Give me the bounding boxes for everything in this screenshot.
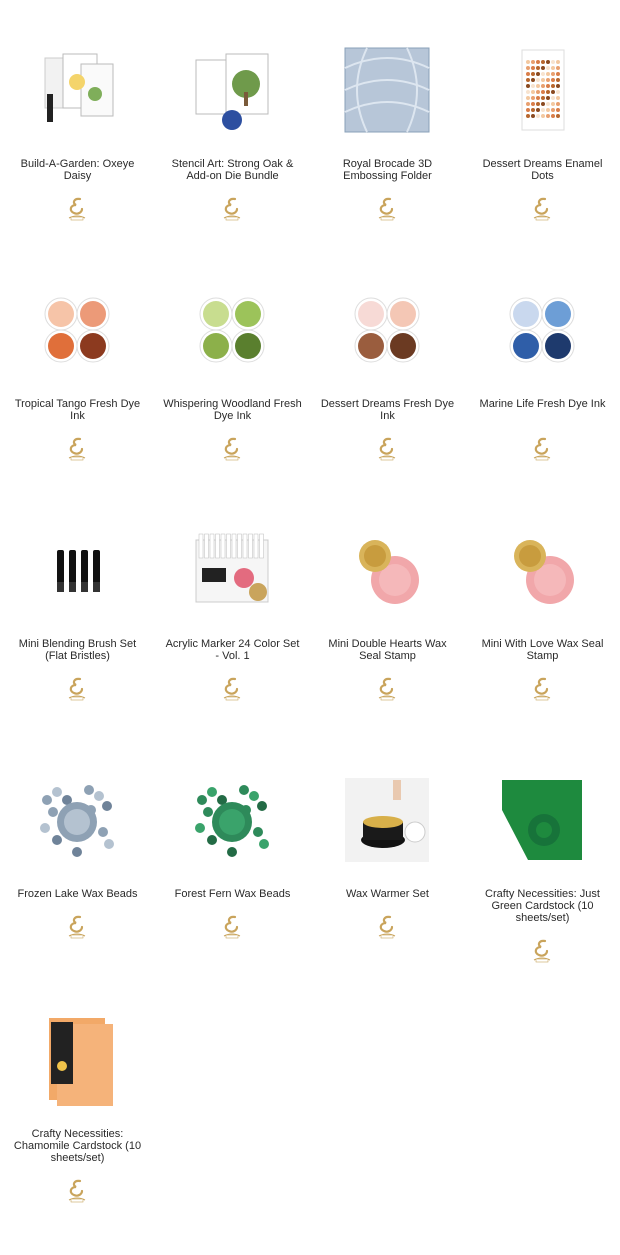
product-image[interactable] bbox=[27, 1010, 127, 1110]
product-title[interactable]: Crafty Necessities: Just Green Cardstock (10 sheets/set) bbox=[485, 888, 600, 924]
product-title[interactable]: Mini Blending Brush Set (Flat Bristles) bbox=[18, 638, 137, 662]
altenew-logo-icon bbox=[530, 676, 554, 704]
product-card[interactable] bbox=[310, 40, 465, 260]
product-image[interactable] bbox=[337, 40, 437, 140]
altenew-logo-icon bbox=[375, 676, 399, 704]
product-image[interactable] bbox=[27, 770, 127, 870]
product-title[interactable]: Crafty Necessities: Chamomile Cardstock (10 sheets/set) bbox=[13, 1128, 142, 1164]
altenew-logo-icon bbox=[65, 1178, 89, 1206]
product-card[interactable] bbox=[155, 770, 310, 990]
product-title[interactable]: Wax Warmer Set bbox=[346, 888, 429, 900]
product-title[interactable]: Stencil Art: Strong Oak & Add-on Die Bundle bbox=[171, 158, 294, 182]
product-card[interactable] bbox=[0, 280, 155, 500]
altenew-logo-icon bbox=[65, 436, 89, 464]
product-image[interactable] bbox=[492, 280, 592, 380]
product-image[interactable] bbox=[27, 280, 127, 380]
product-card[interactable] bbox=[0, 1010, 155, 1230]
product-title[interactable]: Whispering Woodland Fresh Dye Ink bbox=[163, 398, 302, 422]
product-image[interactable] bbox=[27, 40, 127, 140]
product-title[interactable]: Mini With Love Wax Seal Stamp bbox=[481, 638, 604, 662]
product-title[interactable]: Dessert Dreams Enamel Dots bbox=[482, 158, 603, 182]
product-image[interactable] bbox=[337, 520, 437, 620]
product-card[interactable] bbox=[310, 280, 465, 500]
product-title[interactable]: Tropical Tango Fresh Dye Ink bbox=[14, 398, 141, 422]
product-card[interactable] bbox=[465, 770, 620, 990]
product-title[interactable]: Mini Double Hearts Wax Seal Stamp bbox=[328, 638, 447, 662]
product-title[interactable]: Dessert Dreams Fresh Dye Ink bbox=[320, 398, 455, 422]
product-card[interactable] bbox=[465, 40, 620, 260]
altenew-logo-icon bbox=[375, 436, 399, 464]
product-image[interactable] bbox=[182, 40, 282, 140]
product-image[interactable] bbox=[492, 770, 592, 870]
altenew-logo-icon bbox=[220, 914, 244, 942]
altenew-logo-icon bbox=[530, 436, 554, 464]
altenew-logo-icon bbox=[530, 196, 554, 224]
product-card[interactable] bbox=[310, 770, 465, 990]
product-title[interactable]: Marine Life Fresh Dye Ink bbox=[479, 398, 606, 410]
product-image[interactable] bbox=[182, 520, 282, 620]
altenew-logo-icon bbox=[65, 676, 89, 704]
product-card[interactable] bbox=[155, 280, 310, 500]
product-image[interactable] bbox=[492, 520, 592, 620]
altenew-logo-icon bbox=[65, 914, 89, 942]
product-title[interactable]: Forest Fern Wax Beads bbox=[174, 888, 291, 900]
product-card[interactable] bbox=[0, 40, 155, 260]
product-card[interactable] bbox=[0, 770, 155, 990]
altenew-logo-icon bbox=[220, 676, 244, 704]
product-title[interactable]: Royal Brocade 3D Embossing Folder bbox=[342, 158, 433, 182]
product-image[interactable] bbox=[337, 280, 437, 380]
product-card[interactable] bbox=[310, 520, 465, 740]
product-card[interactable] bbox=[465, 280, 620, 500]
product-title[interactable]: Acrylic Marker 24 Color Set - Vol. 1 bbox=[165, 638, 300, 662]
product-image[interactable] bbox=[492, 40, 592, 140]
altenew-logo-icon bbox=[65, 196, 89, 224]
altenew-logo-icon bbox=[220, 196, 244, 224]
product-image[interactable] bbox=[182, 770, 282, 870]
product-card[interactable] bbox=[155, 40, 310, 260]
altenew-logo-icon bbox=[375, 914, 399, 942]
product-image[interactable] bbox=[182, 280, 282, 380]
product-card[interactable] bbox=[155, 520, 310, 740]
altenew-logo-icon bbox=[220, 436, 244, 464]
product-title[interactable]: Frozen Lake Wax Beads bbox=[17, 888, 138, 900]
product-image[interactable] bbox=[337, 770, 437, 870]
product-title[interactable]: Build-A-Garden: Oxeye Daisy bbox=[20, 158, 135, 182]
product-card[interactable] bbox=[0, 520, 155, 740]
product-image[interactable] bbox=[27, 520, 127, 620]
altenew-logo-icon bbox=[530, 938, 554, 966]
product-card[interactable] bbox=[465, 520, 620, 740]
altenew-logo-icon bbox=[375, 196, 399, 224]
